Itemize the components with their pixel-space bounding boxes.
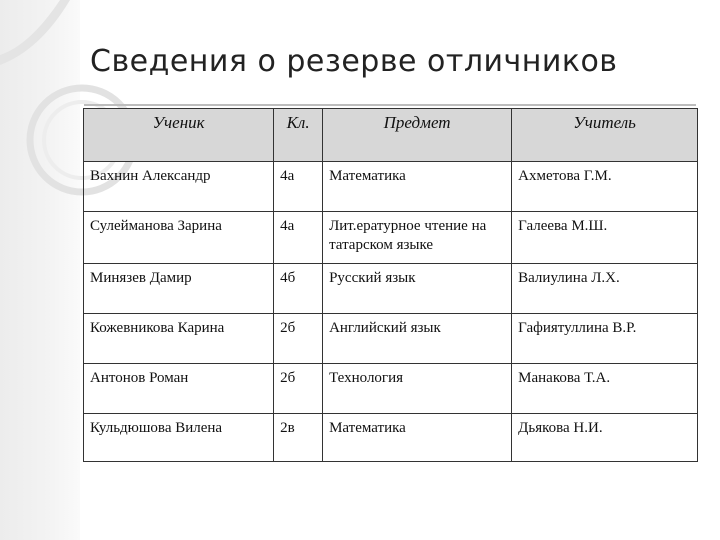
header-student: Ученик [84,109,274,162]
header-class: Кл. [274,109,323,162]
subject-cell: Математика [323,162,512,212]
title-divider [84,104,696,106]
teacher-cell: Галеева М.Ш. [512,212,698,264]
class-cell: 4а [274,162,323,212]
class-cell: 4а [274,212,323,264]
student-cell: Кульдюшова Вилена [84,414,274,462]
table-header-row [84,109,698,162]
teacher-cell: Валиулина Л.Х. [512,264,698,314]
class-cell: 4б [274,264,323,314]
page-title: Сведения о резерве отличников [90,44,618,79]
subject-cell: Лит.ературное чтение на татарском языке [323,212,512,264]
teacher-cell: Дьякова Н.И. [512,414,698,462]
table-row [84,364,698,414]
table-row [84,414,698,462]
student-cell: Минязев Дамир [84,264,274,314]
subject-cell: Математика [323,414,512,462]
table-row [84,212,698,264]
table-row [84,314,698,364]
header-teacher: Учитель [512,109,698,162]
table-row [84,264,698,314]
teacher-cell: Гафиятуллина В.Р. [512,314,698,364]
class-cell: 2в [274,414,323,462]
class-cell: 2б [274,314,323,364]
header-subject: Предмет [323,109,512,162]
table-row [84,162,698,212]
subject-cell: Технология [323,364,512,414]
subject-cell: Русский язык [323,264,512,314]
student-cell: Антонов Роман [84,364,274,414]
teacher-cell: Ахметова Г.М. [512,162,698,212]
student-cell: Вахнин Александр [84,162,274,212]
subject-cell: Английский язык [323,314,512,364]
teacher-cell: Манакова Т.А. [512,364,698,414]
student-cell: Кожевникова Карина [84,314,274,364]
student-cell: Сулейманова Зарина [84,212,274,264]
honor-students-table [83,108,698,462]
class-cell: 2б [274,364,323,414]
